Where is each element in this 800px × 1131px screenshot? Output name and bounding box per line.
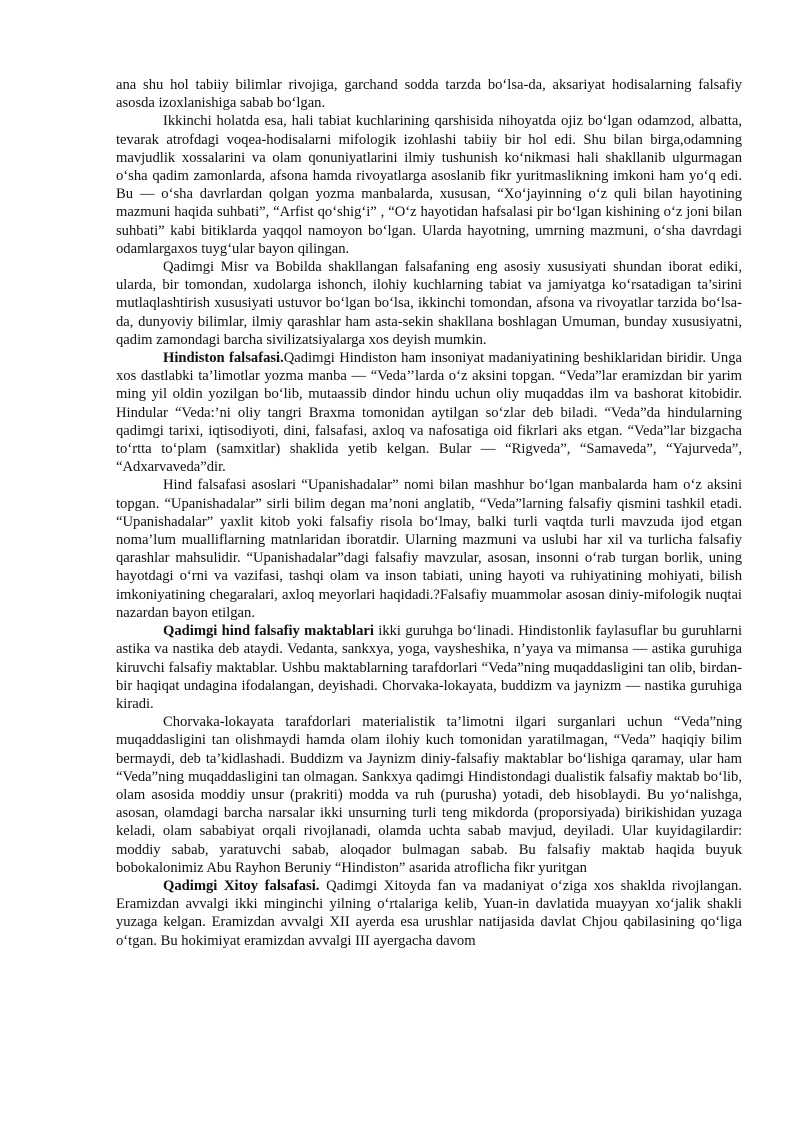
paragraph-6 — [116, 622, 742, 713]
section-heading-hindiston: Hindiston falsafasi. — [163, 350, 284, 367]
paragraph-8 — [116, 877, 742, 950]
paragraph-7-text: Chorvaka-lokayata tarafdorlari materialistik ta’limotni ilgari surganlari uchun “Veda”ning muqaddasligini tan olishmaydi hamda olam ilohiy kuch tomonidan yaratilmagan, “Veda” haqiqiy bilim bermaydi, deb ta’kidlashadi. Buddizm va Jaynizm diniy-falsafiy maktablar bo‘lishiga qaramay, ular ham “Veda”ning muqaddasligini tan olmagan. Sankxya qadimgi Hindistondagi dualistik falsafiy maktab bo‘lib, olam asosida moddiy unsur (prakriti) modda va ruh (purusha) yotadi, deb hisoblaydi. Bu yo‘nalishga, asosan, olamdagi barcha narsalar ikki unsurning turli teng mikdorda (proporsiyada) birikishidan yuzaga keladi, olam sababiyat orqali rivojlanadi, olamda uchta sabab mavjud, deyiladi. Ular kuyidagilardir: moddiy sabab, yaratuvchi sabab, aloqador bulmagan sabab. Bu falsafiy maktab haqida buyuk bobokalonimiz Abu Rayhon Beruniy “Hindiston” asarida atroflicha fikr yuritgan — [116, 714, 742, 876]
paragraph-5 — [116, 476, 742, 622]
paragraph-6-text: ikki guruhga bo‘linadi. Hindistonlik faylasuflar bu guruhlarni astika va nastika deb ataydi. Vedanta, sankxya, yoga, vaysheshika, n’yaya va mimansa — astika guruhiga kiruvchi falsafiy maktablar. Ushbu maktablarning tarafdorlari “Veda”ning muqaddasligini tan olib, birdan-bir haqiqat undagina ifodalangan, deyishadi. Chorvaka-lokayata, buddizm va jaynizm — nastika guruhiga kiradi. — [116, 623, 742, 712]
paragraph-2-text: Ikkinchi holatda esa, hali tabiat kuchlarining qarshisida nihoyatda ojiz bo‘lgan odamzod, albatta, tevarak atrofdagi voqea-hodisalarni mifologik izohlashi tabiiy bir hol edi. Shu bilan birga,odamning mavjudlik xossalarini va olam qonuniyatlarini ilmiy tushunish ko‘nikmasi hali shakllanib ulgurmagan o‘sha qadim zamonlarda, afsona hamda rivoyatlarga asoslanib fikr yuritmaslikning imkoni ham yo‘q edi. Bu — o‘sha davrlardan qolgan yozma manbalarda, xususan, “Xo‘jayinning o‘z quli bilan hayotining mazmuni haqida suhbati”, “Arfist qo‘shig‘i” , “O‘z hayotidan hafsalasi pir bo‘lgan kishining o‘z joni bilan suhbati” kabi bitiklarda yaqqol namoyon bo‘lgan. Ularda hayotning, umrning mazmuni, o‘sha davrdagi odamlargaxos tuyg‘ular bayon qilingan. — [116, 113, 742, 257]
paragraph-3 — [116, 258, 742, 349]
section-heading-xitoy: Qadimgi Xitoy falsafasi. — [163, 877, 320, 894]
paragraph-4 — [116, 349, 742, 476]
section-heading-hind-maktablari: Qadimgi hind falsafiy maktablari — [163, 623, 374, 640]
paragraph-2 — [116, 112, 742, 258]
document-page — [116, 76, 742, 950]
paragraph-8-text: Qadimgi Xitoyda fan va madaniyat o‘ziga xos shaklda rivojlangan. Eramizdan avvalgi ikki minginchi yilning o‘rtalariga kelib, Yuan-in davlatida muayyan xo‘jalik shakli yuzaga kelgan. Eramizdan avvalgi XII ayerda esa urushlar natijasida davlat Chjou qabilasining qo‘liga o‘tgan. Bu hokimiyat eramizdan avvalgi III ayergacha davom — [116, 877, 743, 949]
paragraph-7 — [116, 713, 742, 877]
paragraph-1-text: ana shu hol tabiiy bilimlar rivojiga, garchand sodda tarzda bo‘lsa-da, aksariyat hodisalarning falsafiy asosda izoxlanishiga sabab bo‘lgan. — [116, 77, 742, 112]
paragraph-4-text: Qadimgi Hindiston ham insoniyat madaniyatining beshiklaridan biridir. Unga xos dastlabki ta’limotlar yozma manba — “Veda’’larda o‘z aksini topgan. “Veda”lar eramizdan bir yarim ming yil oldin yozilgan bo‘lib, mutaassib dindor hindu uchun oliy muqaddas ilm va bashorat kitobidir. Hindular “Veda:’ni oliy tangri Braxma tomonidan aytilgan so‘zlar deb biladi. “Veda”da hindularning qadimgi tarixi, iqtisodiyoti, dini, falsafasi, axloq va nafosatiga oid fikrlari aks etgan. “Veda”lar bizgacha to‘rtta to‘plam (samxitlar) shaklida yetib kelgan. Bular — “Rigveda”, “Samaveda”, “Yajurveda”, “Adxarvaveda”dir. — [116, 350, 742, 476]
paragraph-3-text: Qadimgi Misr va Bobilda shakllangan falsafaning eng asosiy xususiyati shundan iborat ediki, ularda, bir tomondan, xudolarga ishonch, ilohiy kuchlarning tabiat va jamiyatga ko‘rsatadigan ta’sirini mutlaqlashtirish xususiyati ustuvor bo‘lgan bo‘lsa, ikkinchi tomondan, afsona va rivoyatlar tarzida bo‘lsa-da, dunyoviy bilimlar, ilmiy qarashlar ham asta-sekin shakllana boshlagan Umuman, bunday xususiyatni, qadim zamondagi barcha sivilizatsiyalarga xos deyish mumkin. — [116, 259, 742, 348]
paragraph-1 — [116, 76, 742, 112]
paragraph-5-text: Hind falsafasi asoslari “Upanishadalar” nomi bilan mashhur bo‘lgan manbalarda ham o‘z aksini topgan. “Upanishadalar” sirli bilim degan ma’noni anglatib, “Veda”larning falsafiy qismini tashkil etadi. “Upanishadalar” yaxlit kitob yoki falsafiy risola bo‘lmay, balki turli vaqtda turli mavzuda ijod etgan noma’lum mualliflarning matnlaridan iboratdir. Ularning mazmuni va uslubi har xil va turlicha falsafiy qarashlar mahsulidir. “Upanishadalar”dagi falsafiy mavzular, asosan, insonni o‘rab turgan borlik, uning hayotdagi o‘rni va vazifasi, tashqi olam va inson tabiati, uning hayoti va ruhiyatining mohiyati, bilish imkoniyatining chegaralari, axloq meyorlari haqidadi.?Falsafiy muammolar asosan diniy-mifologik nuqtai nazardan bayon etilgan. — [116, 477, 742, 621]
